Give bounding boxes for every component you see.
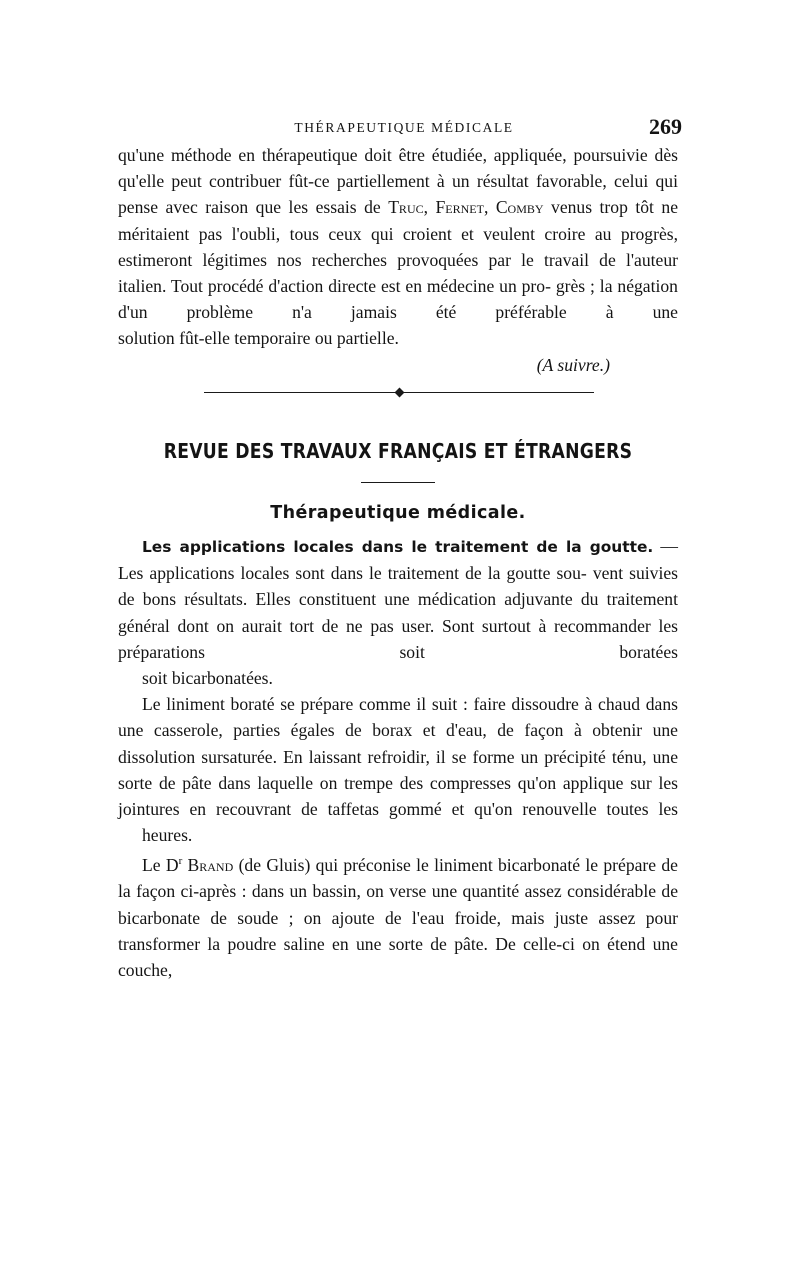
text-line: tous ceux qui croient et veulent croire au progrès, estimeront [118,223,678,270]
title-underline-rule [361,482,435,483]
text-line: trempe des compresses qu'on applique sur les jointures en [118,772,678,819]
text-line: façon à obtenir une dissolution sursaturée. En laissant refroidir, [118,720,678,767]
article-paragraph-1 [118,533,678,691]
text-line: de l'eau froide, mais juste assez pour transformer la poudre [118,907,678,954]
separator: , [483,197,496,218]
text-line: saline en une sorte de pâte. De celle-ci on étend une couche, [118,933,678,981]
section-title: REVUE DES TRAVAUX FRANÇAIS ET ÉTRANGERS [163,438,633,463]
text-line: résultat favorable, celui qui pense avec raison que les essais de [118,171,678,218]
superscript: r [178,855,183,868]
text-line: vent suivies de bons résultats. Elles constituent une médication [118,563,679,610]
text-line: heures. [142,825,193,846]
author-name-fernet: Fernet [435,197,484,218]
text-line: (de Gluis) qui préconise le liniment bicarbonaté [233,855,581,876]
running-title: THÉRAPEUTIQUE MÉDICALE [294,120,514,135]
author-name-truc: Truc [388,197,424,218]
title-dash: — [653,535,678,556]
text-line: le prépare de la façon ci-après : dans un bassin, on verse une [118,855,678,902]
text-line: quantité assez considérable de bicarbonate de soude ; on ajoute [118,881,679,928]
article-paragraph-2 [118,691,678,848]
text-line: chaud dans une casserole, parties égales de borax et d'eau, de [118,694,678,741]
separator: , [423,197,436,218]
text-line: recouvrant de taffetas gommé et qu'on renouvelle toutes les [215,798,679,819]
text-line: adjuvante du traitement général dont on aurait tort de ne pas [118,589,678,636]
text-line: user. Sont surtout à recommander les préparations soit boratées [118,615,679,662]
diamond-ornament-icon [395,387,405,397]
text-line: Les applications locales sont dans le traitement de la goutte sou- [118,563,587,584]
text-line: grès ; la négation d'un problème n'a jamais été préférable à une [118,276,678,323]
text-line: qu'une méthode en thérapeutique doit être étudiée, appliquée, [118,145,567,165]
author-name-brand: Brand [187,855,234,876]
text-line: légitimes nos recherches provoquées par le travail de l'auteur [202,249,678,270]
text-line: solution fût-elle temporaire ou partielle. [118,328,399,349]
article-title: Les applications locales dans le traitement de la goutte. [142,537,654,556]
to-be-continued: (A suivre.) [536,354,610,375]
text-line: venus trop tôt ne méritaient pas l'oubli, [118,197,679,244]
book-page [118,112,682,983]
text-line: il se forme un précipité ténu, une sorte de pâte dans laquelle on [118,746,678,793]
text-line: soit bicarbonatées. [142,667,273,688]
section-divider-ornament [118,380,678,408]
text-line: Le liniment boraté se prépare comme il suit : faire dissoudre à [142,694,593,715]
intro-paragraph [118,142,678,352]
author-name-comby: Comby [495,197,544,218]
text-line: poursuivie dès qu'elle peut contribuer fût-ce partiellement à un [118,145,678,192]
page-number: 269 [649,114,682,139]
text-line: italien. Tout procédé d'action directe est en médecine un pro- [118,276,551,297]
running-header [118,112,682,142]
text-line: Le D [142,855,179,876]
article-paragraph-3 [118,848,678,983]
subsection-title: Thérapeutique médicale. [270,502,526,523]
